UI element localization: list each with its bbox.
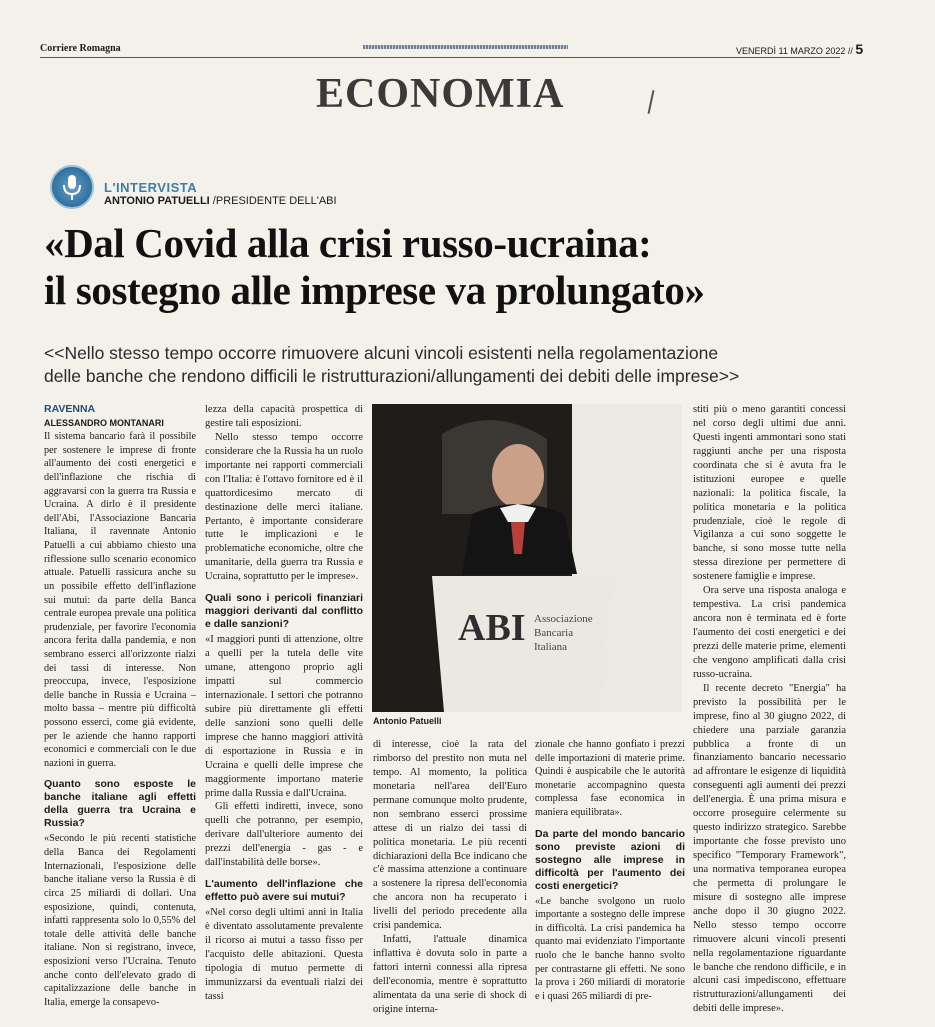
column-5 xyxy=(693,403,846,1016)
article-paragraph: «Le banche svolgono un ruolo importante a sostegno delle imprese in difficoltà. La crisi pandemica ha quanto mai evidenziato l'importante ruolo che le banche hanno svolto per contrastarne gli effetti. Ne sono la prova i 260 miliardi di moratorie e i quasi 265 miliardi di pre- xyxy=(535,895,685,1002)
article-paragraph: Infatti, l'attuale dinamica inflattiva è dovuta solo in parte a fattori interni connessi alla ripresa dell'economia, mentre è soprattutto alimentata da una serie di shock di origine interna- xyxy=(373,934,527,1015)
author: ALESSANDRO MONTANARI xyxy=(44,417,164,428)
article-paragraph: stiti più o meno garantiti concessi nel corso degli ultimi due anni. Questi ingenti ammontari sono stati raggiunti anche per una risposta coordinata che si è avuta fra le istituzioni europee e quelle nazionali: la politica fiscale, la politica monetaria e la politica prudenziale, cioè le regole di Vigilanza a cui sono soggette le banche, si sono mosse tutte nella stessa direzione per permettere di sostenere famiglie e imprese. xyxy=(693,404,846,583)
interview-question: L'aumento dell'inflazione che effetto può avere sui mutui? xyxy=(205,878,363,904)
dateline: RAVENNA xyxy=(44,403,96,415)
photo-scene xyxy=(372,404,682,712)
page-number: 5 xyxy=(855,41,864,57)
article-paragraph: «I maggiori punti di attenzione, oltre a quelli per la tutela delle vite umane, attengono proprio agli impatti sul commercio internazionale. I settori che potranno subire più direttamente gli effetti delle sanzioni sono quelli delle imprese che hanno maggiori attività di esportazione in Russia e in Ucraina e quelli delle imprese che maggiormente importano materie prime dalla Russia e dall'Ucraina. xyxy=(205,634,363,799)
article-paragraph: Nello stesso tempo occorre considerare che la Russia ha un ruolo importante nei rapporti commerciali con l'Italia: è l'ottavo fornitore ed è il quattordicesimo mercato di destinazione delle merci italiane. Pertanto, è importante considerare tutte le implicazioni e le problematiche economiche, oltre che umanitarie, della guerra tra Russia e Ucraina, soprattutto per le imprese». xyxy=(205,431,363,583)
article-paragraph: Il recente decreto "Energia" ha previsto la possibilità per le imprese, fino al 30 giugno 2022, di chiedere una parziale garanzia pubblica a fronte di un finanziamento bancario necessario ad affrontare le esigenze di liquidità conseguenti agli aumenti dei prezzi dell'energia. È una prima misura e occorre proseguire celermente su questo indirizzo strategico. Sarebbe importante che fosse previsto uno specifico "Temporary Framework", una normativa temporanea europea che permetta di prolungare le misure di sostegno alle imprese anche dopo il 30 giugno 2022. Nello stesso tempo occorre rimuovere alcuni vincoli presenti nella regolamentazione riguardante le banche che rendono difficile, e in alcuni casi impediscono, effettuare ristrutturazioni/allungamenti dei debiti delle imprese». xyxy=(693,682,846,1015)
headline-line-2: il sostegno alle imprese va prolungato» xyxy=(44,267,705,313)
masthead-rule xyxy=(40,57,840,58)
article-paragraph: di interesse, cioè la rata del rimborso del prestito non muta nel tempo. Al momento, la politica monetaria nell'area dell'Euro permane comunque molto prudente, non sembrano esserci prossime attese di un rialzo dei tassi di politica monetaria. Le più recenti dichiarazioni della Bce indicano che c'è massima attenzione a continuare a sostenere la ripresa dell'economia che ancora non ha recuperato i livelli del periodo precedente alla crisi pandemica. xyxy=(373,739,527,932)
article-paragraph: Gli effetti indiretti, invece, sono quelli che potranno, per esempio, derivare dall'ulteriore aumento dei prezzi dell'energia - gas - e dall'instabilità delle borse». xyxy=(205,801,363,869)
article-paragraph: «Nel corso degli ultimi anni in Italia è diventato assolutamente prevalente il ricorso ai mutui a tasso fisso per l'acquisto delle abitazioni. Questa tipologia di mutuo permette di immunizzarsi da eventuali rialzi dei tassi xyxy=(205,907,363,1002)
interview-question: Da parte del mondo bancario sono previste azioni di sostegno alle imprese in difficoltà per l'aumento dei costi energetici? xyxy=(535,827,685,892)
subheadline xyxy=(44,342,904,388)
interviewee-role: /PRESIDENTE DELL'ABI xyxy=(212,195,337,207)
article-paragraph: Ora serve una risposta analoga e tempestiva. La crisi pandemica ancora non è terminata ed è forte l'aumento dei costi energetici e dei prezzi delle materie prime, elementi che vengono amplificati dalla crisi russo-ucraina. xyxy=(693,585,846,680)
section-title: ECONOMIA xyxy=(316,71,565,117)
article-photo xyxy=(372,404,682,712)
podium-text: Italiana xyxy=(534,641,567,653)
column-4 xyxy=(535,738,685,1004)
microphone-icon xyxy=(50,165,94,209)
headline xyxy=(44,220,924,314)
newspaper-name: Corriere Romagna xyxy=(40,43,121,54)
podium-text: Bancaria xyxy=(534,627,574,639)
kicker-label: L'INTERVISTA xyxy=(104,180,198,195)
photo-caption: Antonio Patuelli xyxy=(373,716,442,726)
masthead-barcode xyxy=(363,45,568,49)
interviewee-name: ANTONIO PATUELLI xyxy=(104,195,210,207)
interviewee-byline xyxy=(104,195,337,207)
masthead-date xyxy=(736,41,863,57)
podium-logo: ABI xyxy=(458,607,526,649)
column-2 xyxy=(205,403,363,1004)
interview-question: Quanto sono esposte le banche italiane agli effetti della guerra tra Ucraina e Russia? xyxy=(44,778,196,830)
article-paragraph: lezza della capacità prospettica di gestire tali esposizioni. xyxy=(205,404,363,429)
pen-mark xyxy=(648,90,655,114)
column-1 xyxy=(44,403,196,1009)
subheadline-line-1: <<Nello stesso tempo occorre rimuovere alcuni vincoli esistenti nella regolamentazione xyxy=(44,343,719,363)
interview-question: Quali sono i pericoli finanziari maggiori derivanti dal conflitto e dalle sanzioni? xyxy=(205,592,363,631)
date-text: VENERDÌ 11 MARZO 2022 // xyxy=(736,46,853,56)
subheadline-line-2: delle banche che rendono difficili le ristrutturazioni/allungamenti dei debiti delle imprese>> xyxy=(44,366,740,386)
article-paragraph: «Secondo le più recenti statistiche della Banca dei Regolamenti Internazionali, l'esposizione delle banche italiane verso la Russia è di circa 25 miliardi di dollari. Una esposizione, quindi, contenuta, infatti rappresenta solo lo 0,55% del totale delle attività delle banche italiane. Non si registrano, invece, esposizioni verso l'Ucraina. Tenuto anche conto dell'elevato grado di capitalizzazione delle banche in Italia, emerge la consapevo- xyxy=(44,833,196,1008)
headline-line-1: «Dal Covid alla crisi russo-ucraina: xyxy=(44,220,652,266)
podium-text: Associazione xyxy=(534,613,593,625)
column-3 xyxy=(373,738,527,1017)
article-paragraph: Il sistema bancario farà il possibile per sostenere le imprese di fronte all'aumento dei costi energetici e dell'inflazione che rischia di aggravarsi con la guerra tra Russia e Ucraina. A dirlo è il presidente dell'Abi, l'Associazione Bancaria Italiana, il ravennate Antonio Patuelli a cui abbiamo chiesto una riflessione sullo scenario economico attuale. Patuelli rassicura anche su un possibile effetto dell'inflazione sui mutui: da parte della Banca centrale europea prevale una politica prudenziale, per favorire l'economia ancora ferita dalla pandemia, e non sembrano esserci all'orizzonte rialzi dei tassi di interesse. Non preoccupa, invece, l'esposizione delle banche in Russia e Ucraina – molto bassa – mentre più difficoltà possono esserci, come già evidente, per le aziende che hanno rapporti economici e commerciali con le due nazioni in guerra. xyxy=(44,431,196,769)
article-paragraph: zionale che hanno gonfiato i prezzi delle importazioni di materie prime. Quindi è auspicabile che le autorità monetarie accompagnino questa complessa fase economica in maniera equilibrata». xyxy=(535,739,685,819)
